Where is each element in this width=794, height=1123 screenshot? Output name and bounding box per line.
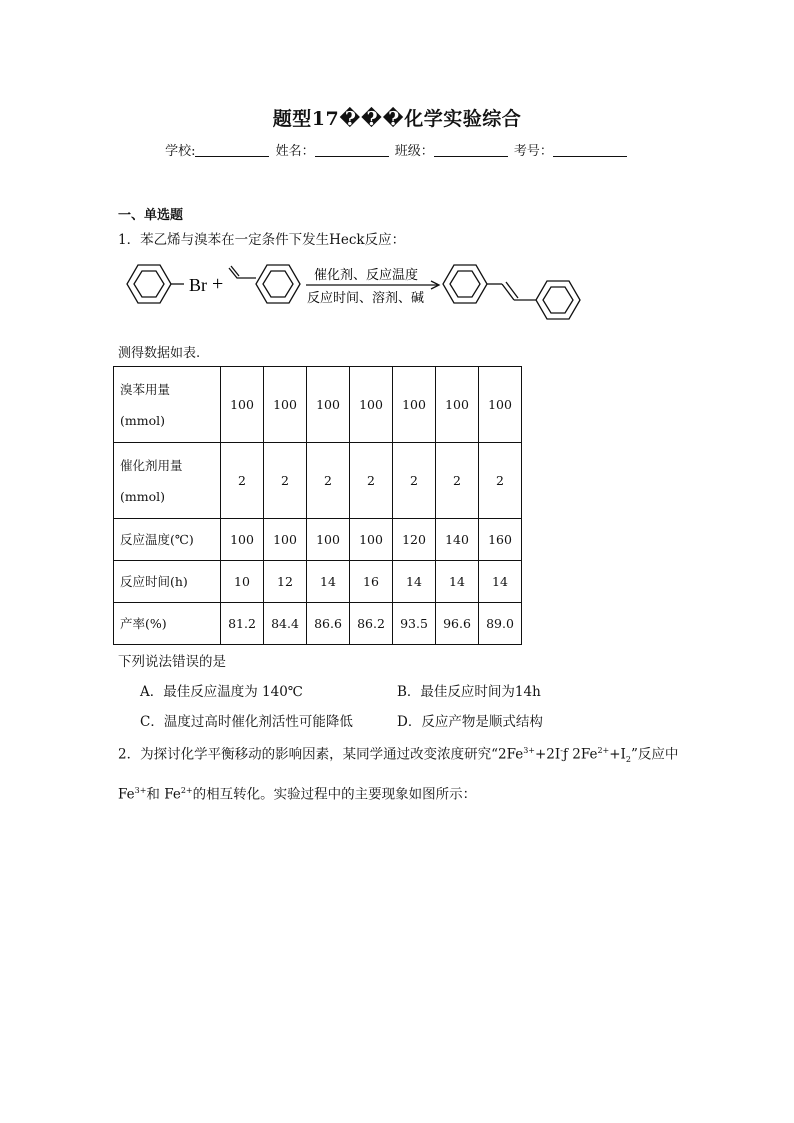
table-cell: 100: [479, 367, 522, 443]
table-cell: 14: [307, 561, 350, 603]
table-cell: 100: [221, 367, 264, 443]
row-header: 溴苯用量 (mmol): [114, 367, 221, 443]
table-cell: 2: [393, 443, 436, 519]
table-cell: 14: [479, 561, 522, 603]
table-cell: 100: [264, 367, 307, 443]
table-cell: 12: [264, 561, 307, 603]
table-cell: 100: [350, 519, 393, 561]
option-c[interactable]: C．温度过高时催化剂活性可能降低: [140, 714, 353, 730]
row-header: 反应温度(℃): [114, 519, 221, 561]
table-cell: 93.5: [393, 603, 436, 645]
school-blank[interactable]: [195, 142, 269, 157]
table-cell: 2: [307, 443, 350, 519]
table-cell: 10: [221, 561, 264, 603]
option-b[interactable]: B．最佳反应时间为14h: [397, 684, 541, 700]
table-cell: 16: [350, 561, 393, 603]
table-cell: 86.6: [307, 603, 350, 645]
option-d[interactable]: D．反应产物是顺式结构: [397, 714, 543, 730]
br-label: Br: [189, 275, 207, 295]
table-cell: 100: [307, 519, 350, 561]
exam-number-blank[interactable]: [553, 142, 627, 157]
table-cell: 100: [436, 367, 479, 443]
row-header: 反应时间(h): [114, 561, 221, 603]
table-cell: 160: [479, 519, 522, 561]
name-label: 姓名：: [275, 144, 315, 159]
class-label: 班级：: [394, 144, 434, 159]
table-cell: 2: [350, 443, 393, 519]
table-cell: 100: [393, 367, 436, 443]
row-header: 产率(%): [114, 603, 221, 645]
table-cell: 14: [393, 561, 436, 603]
table-row: [114, 561, 522, 603]
table-row: [114, 519, 522, 561]
table-cell: 2: [221, 443, 264, 519]
table-cell: 81.2: [221, 603, 264, 645]
table-cell: 2: [264, 443, 307, 519]
student-info-line: [0, 140, 794, 159]
name-blank[interactable]: [315, 142, 389, 157]
question-2-stem: 2．为探讨化学平衡移动的影响因素，某同学通过改变浓度研究“$2Fe^{3+}+2I^-ƒ$ $2Fe^{2+}+I_2$”反应中 $Fe^{3+}$和 $Fe^{2+}$的相互转化。实验过程中的主要现象如图所示：: [118, 746, 679, 803]
table-cell: 2: [479, 443, 522, 519]
table-row: [114, 603, 522, 645]
table-cell: 100: [307, 367, 350, 443]
heck-reaction-diagram: [118, 252, 588, 332]
school-label: 学校:: [165, 144, 196, 159]
table-row: [114, 367, 522, 443]
table-cell: 86.2: [350, 603, 393, 645]
table-cell: 84.4: [264, 603, 307, 645]
option-a[interactable]: A．最佳反应温度为 140℃: [140, 684, 303, 700]
class-blank[interactable]: [434, 142, 508, 157]
section-heading: 一、单选题: [118, 208, 184, 223]
condition-top: 催化剂、反应温度: [314, 268, 419, 283]
plus-sign: +: [212, 273, 224, 295]
table-cell: 2: [436, 443, 479, 519]
table-cell: 89.0: [479, 603, 522, 645]
table-cell: 100: [264, 519, 307, 561]
table-cell: 100: [350, 367, 393, 443]
condition-bottom: 反应时间、溶剂、碱: [307, 291, 425, 306]
table-cell: 140: [436, 519, 479, 561]
exam-number-label: 考号：: [513, 144, 553, 159]
data-table: [113, 366, 522, 645]
row-header: 催化剂用量 (mmol): [114, 443, 221, 519]
table-cell: 120: [393, 519, 436, 561]
table-row: [114, 443, 522, 519]
question-prompt: 下列说法错误的是: [118, 654, 226, 670]
question-1-stem: 1．苯乙烯与溴苯在一定条件下发生Heck反应：: [118, 232, 406, 248]
table-cell: 96.6: [436, 603, 479, 645]
page-title: 题型17���化学实验综合: [272, 108, 522, 130]
data-intro: 测得数据如表.: [118, 346, 201, 361]
table-cell: 14: [436, 561, 479, 603]
table-cell: 100: [221, 519, 264, 561]
